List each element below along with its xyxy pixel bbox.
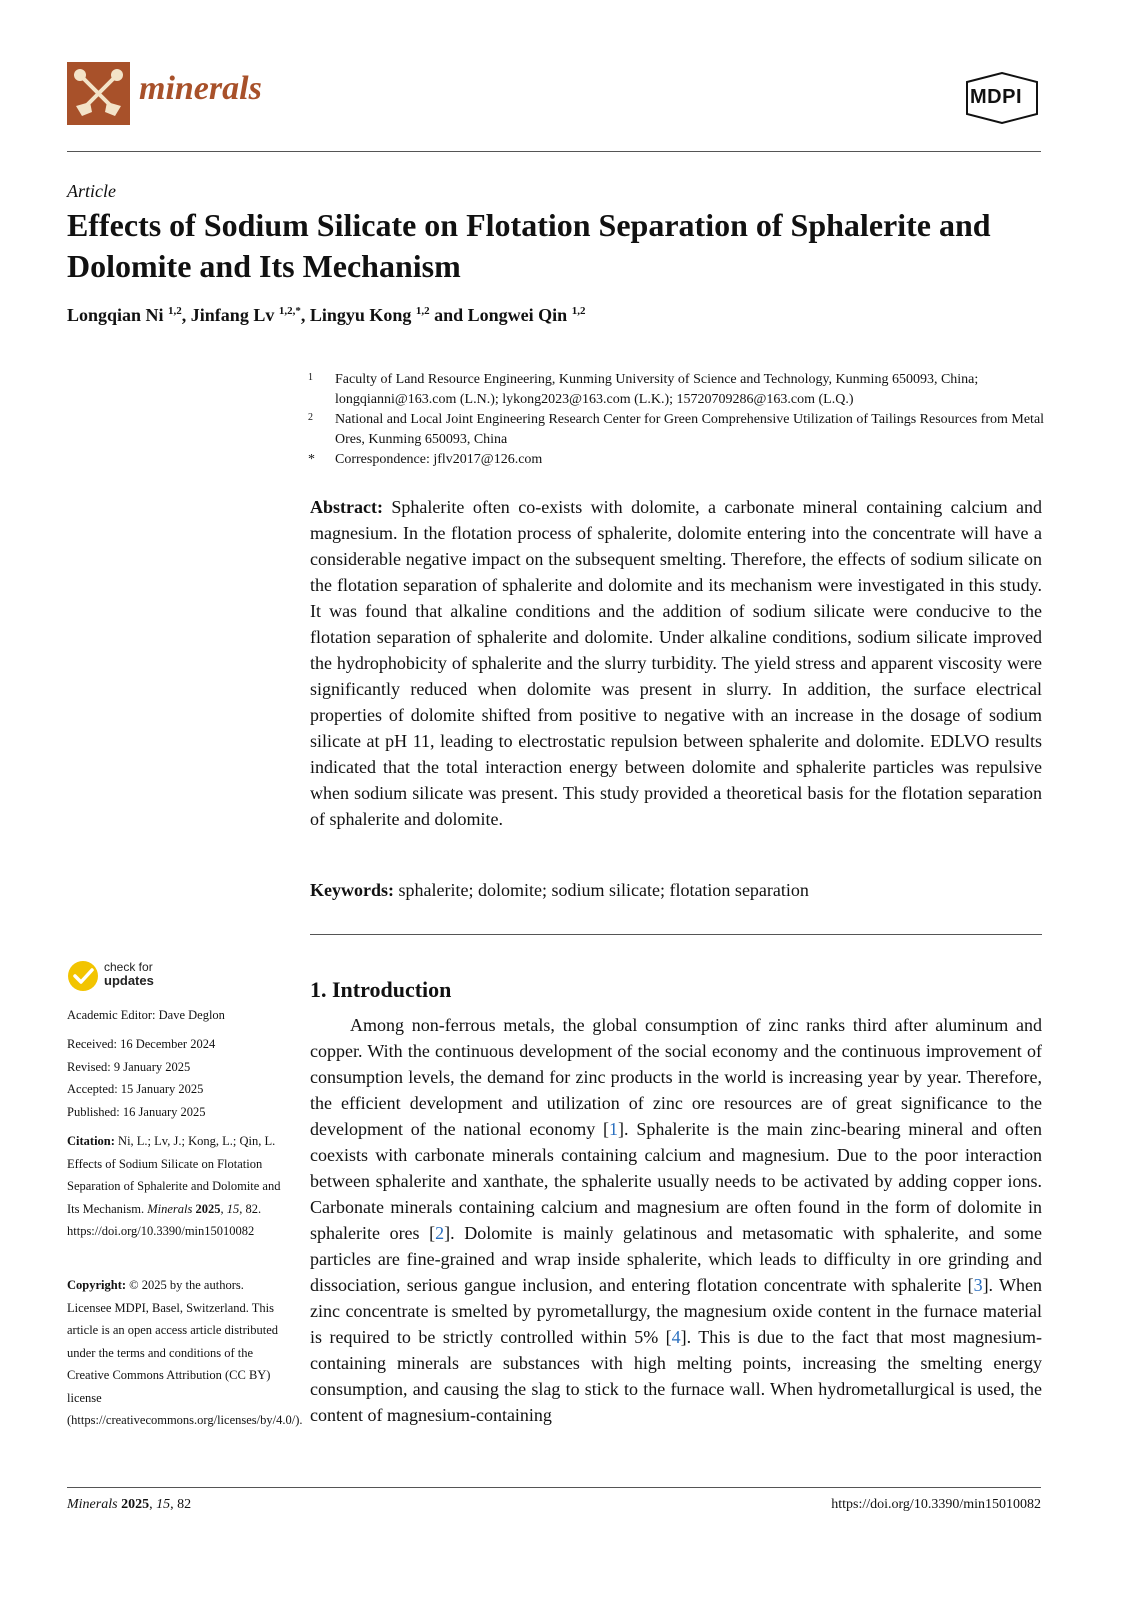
affiliation-mark: * <box>308 452 315 467</box>
affiliation-text: National and Local Joint Engineering Research Center for Green Comprehensive Utilization of Tailings Resources from Metal Ores, Kunming 650093, China <box>335 412 1045 447</box>
academic-editor: Academic Editor: Dave Deglon <box>67 1008 225 1022</box>
citation-doi[interactable]: , 82. https://doi.org/10.3390/min15010082 <box>67 1201 262 1238</box>
keywords <box>310 880 1042 901</box>
affiliations <box>308 370 1048 470</box>
header-divider <box>67 151 1041 152</box>
published-date: Published: 16 January 2025 <box>67 1104 206 1119</box>
check-for-updates-line2: updates <box>104 973 154 988</box>
author-affiliation-mark: 1,2,* <box>278 305 301 317</box>
journal-name[interactable]: minerals <box>139 70 262 107</box>
article-title: Effects of Sodium Silicate on Flotation Separation of Sphalerite and Dolomite and Its Mechanism <box>67 207 991 284</box>
author-separator: , <box>300 305 310 325</box>
crossed-shovels-icon <box>67 62 130 125</box>
author-separator: and <box>429 305 468 325</box>
affiliation-item <box>308 370 1048 410</box>
section-heading: 1. Introduction <box>310 977 452 1002</box>
citation-volume: 15 <box>226 1201 240 1216</box>
reference-link[interactable]: 4 <box>671 1327 681 1347</box>
check-for-updates-line1: check for <box>104 960 153 974</box>
abstract-text: Sphalerite often co-exists with dolomite, a carbonate mineral containing calcium and magnesium. In the flotation process of sphalerite, dolomite entering into the concentrate will have a considerable negative impact on the subsequent smelting. Therefore, the effects of sodium silicate on the flotation separation of sphalerite and dolomite and its mechanism were investigated in this study. It was found that alkaline conditions and the addition of sodium silicate were conducive to the flotation separation of sphalerite and dolomite. Under alkaline conditions, sodium silicate improved the hydrophobicity of sphalerite and the slurry turbidity. The yield stress and apparent viscosity were significantly reduced when dolomite was present in slurry. In addition, the surface electrical properties of dolomite shifted from positive to negative with an increase in the dosage of sodium silicate at pH 11, leading to electrostatic repulsion between sphalerite and dolomite. EDLVO results indicated that the total interaction energy between dolomite and sphalerite particles was repulsive when sodium silicate was present. This study provided a theoretical basis for the flotation separation of sphalerite and dolomite. <box>310 497 1043 829</box>
correspondence <box>308 450 1048 470</box>
affiliation-mark: 2 <box>308 412 313 423</box>
author-name: Longwei Qin <box>467 305 568 325</box>
abstract-label: Abstract: <box>310 497 383 517</box>
footer-article-number: , 82 <box>170 1497 192 1512</box>
check-for-updates-icon[interactable] <box>67 960 99 992</box>
citation-text: Ni, L.; Lv, J.; Kong, L.; Qin, L. Effects of Sodium Silicate on Flotation Separation of Sphalerite and Dolomite and Its Mechanism. <box>67 1134 281 1216</box>
publication-dates <box>67 1033 287 1123</box>
abstract-divider <box>310 934 1042 935</box>
reference-link[interactable]: 2 <box>435 1223 445 1243</box>
author-name: Lingyu Kong <box>309 305 412 325</box>
author-affiliation-mark: 1,2 <box>571 305 586 317</box>
author-name: Jinfang Lv <box>190 305 275 325</box>
footer-divider <box>67 1487 1041 1488</box>
author-name: Longqian Ni <box>67 305 164 325</box>
copyright <box>67 1274 303 1432</box>
intro-text: ]. Dolomite is mainly gelatinous and metasomatic with sphalerite, and some particles are fine-grained and wrap inside sphalerite, which leads to difficulty in ore grinding and dissociation, serious gangue inclusion, and entering flotation concentrate with sphalerite [ <box>310 1223 1043 1295</box>
author-affiliation-mark: 1,2 <box>415 305 430 317</box>
reference-link[interactable]: 3 <box>973 1275 983 1295</box>
intro-text: ]. Sphalerite is the main zinc-bearing mineral and often coexists with carbonate minerals containing calcium and magnesium. Due to the poor interaction between sphalerite and xanthate, the sphalerite usually needs to be activated by adding copper ions. Carbonate minerals containing calcium and magnesium are often found in the form of dolomite in sphalerite ores [ <box>310 1119 1042 1243</box>
footer-doi-link[interactable]: https://doi.org/10.3390/min15010082 <box>831 1497 1041 1512</box>
footer-volume: 15 <box>156 1497 171 1512</box>
mdpi-logo-text[interactable]: MDPI <box>970 86 1022 108</box>
footer-journal: Minerals <box>67 1497 118 1512</box>
footer-citation: Minerals 2025, 15, 82 <box>67 1497 192 1512</box>
author-list <box>67 305 585 326</box>
intro-paragraph <box>310 1012 1042 1428</box>
citation-year: 2025 <box>195 1201 221 1216</box>
author-affiliation-mark: 1,2 <box>168 305 182 317</box>
revised-date: Revised: 9 January 2025 <box>67 1059 191 1074</box>
intro-text: Among non-ferrous metals, the global consumption of zinc ranks third after aluminum and copper. With the continuous development of the social economy and the continuous improvement of consumption levels, the demand for zinc products in the world is increasing year by year. Therefore, the efficient development and utilization of zinc ore resources are of great significance to the development of the national economy [ <box>310 1015 1042 1139</box>
citation-journal: Minerals <box>147 1201 193 1216</box>
intro-text: ]. This is due to the fact that most magnesium-containing minerals are substances with high melting points, increasing the smelting energy consumption, and causing the slag to stick to the furnace wall. When hydrometallurgical is used, the content of magnesium-containing <box>310 1327 1042 1425</box>
copyright-text: © 2025 by the authors. Licensee MDPI, Basel, Switzerland. This article is an open access article distributed under the terms and conditions of the Creative Commons Attribution (CC BY) license (https://creativecommons.org/licenses/by/4.0/). <box>67 1278 303 1427</box>
affiliation-text: Faculty of Land Resource Engineering, Kunming University of Science and Technology, Kunming 650093, China; longqianni@163.com (L.N.); lykong2023@163.com (L.K.); 15720709286@163.com (L.Q.) <box>335 372 979 407</box>
citation-sep: , <box>220 1201 227 1216</box>
article-type: Article <box>67 181 116 201</box>
keywords-text: sphalerite; dolomite; sodium silicate; flotation separation <box>398 880 809 900</box>
affiliation-item <box>308 410 1048 450</box>
abstract <box>310 494 1042 832</box>
check-for-updates-button[interactable] <box>104 961 154 987</box>
keywords-label: Keywords: <box>310 880 394 900</box>
journal-logo <box>67 62 130 125</box>
received-date: Received: 16 December 2024 <box>67 1037 216 1051</box>
reference-link[interactable]: 1 <box>609 1119 619 1139</box>
footer-year: 2025 <box>121 1497 150 1512</box>
correspondence-text: Correspondence: jflv2017@126.com <box>335 452 543 467</box>
intro-text: ]. When zinc concentrate is smelted by pyrometallurgy, the magnesium oxide content in the furnace material is required to be strictly controlled within 5% [ <box>310 1275 1042 1347</box>
copyright-label: Copyright: <box>67 1278 127 1292</box>
author-separator: , <box>181 305 191 325</box>
accepted-date: Accepted: 15 January 2025 <box>67 1082 204 1096</box>
citation-label: Citation: <box>67 1134 115 1148</box>
citation <box>67 1130 287 1243</box>
affiliation-mark: 1 <box>308 372 313 383</box>
